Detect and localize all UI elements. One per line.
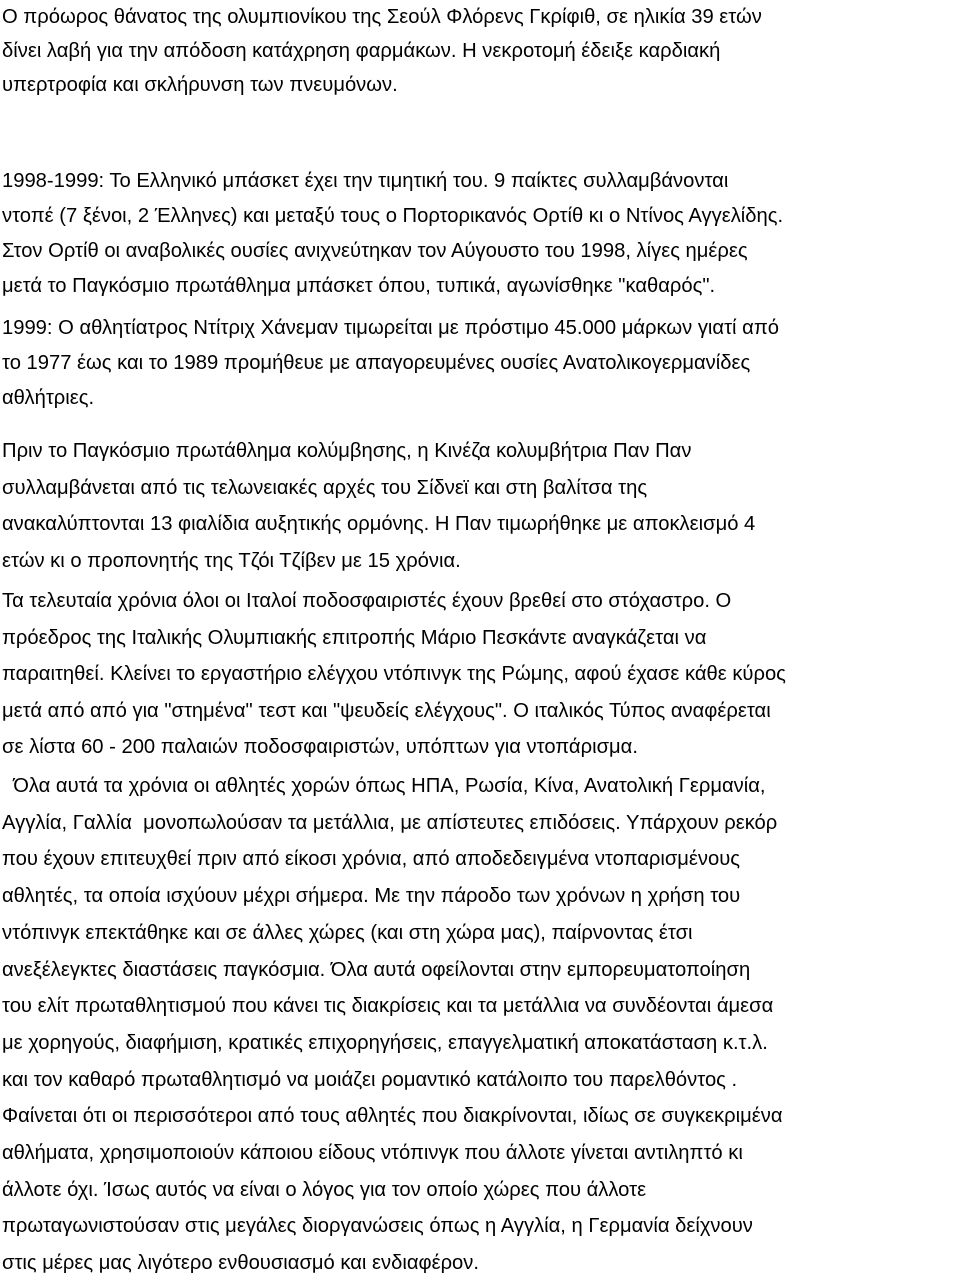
text-line: πρόεδρος της Ιταλικής Ολυμπιακής επιτροπής Μάριο Πεσκάντε αναγκάζεται να: [2, 626, 707, 649]
text-line: ετών κι ο προπονητής της Τζόι Τζίβεν με 15 χρόνια.: [2, 550, 461, 573]
text-line: με χορηγούς, διαφήμιση, κρατικές επιχορηγήσεις, επαγγελματική αποκατάσταση κ.τ.λ.: [2, 1031, 768, 1054]
text-line: αθλήματα, χρησιμοποιούν κάποιου είδους ντόπινγκ που άλλοτε γίνεται αντιληπτό κι: [2, 1142, 743, 1165]
text-line: άλλοτε όχι. Ίσως αυτός να είναι ο λόγος για τον οποίο χώρες που άλλοτε: [2, 1178, 647, 1201]
paragraph-italian-football: [2, 583, 958, 766]
text-line: Φαίνεται ότι οι περισσότεροι από τους αθλητές που διακρίνονται, ιδίως σε συγκεκριμένα: [2, 1105, 783, 1128]
text-line: ντοπέ (7 ξένοι, 2 Έλληνες) και μεταξύ τους ο Πορτορικανός Ορτίθ κι ο Ντίνος Αγγελίδης.: [2, 205, 784, 227]
text-line: Όλα αυτά τα χρόνια οι αθλητές χορών όπως ΗΠΑ, Ρωσία, Κίνα, Ανατολική Γερμανία,: [2, 775, 766, 797]
text-line: στις μέρες μας λιγότερο ενθουσιασμό και ενδιαφέρον.: [2, 1252, 479, 1275]
paragraph-pan-pan: [2, 433, 958, 580]
text-line: ντόπινγκ επεκτάθηκε και σε άλλες χώρες (και στη χώρα μας), παίρνοντας έτσι: [2, 921, 693, 944]
text-line: Ο πρόωρος θάνατος της ολυμπιονίκου της Σεούλ Φλόρενς Γκρίφιθ, σε ηλικία 39 ετών: [2, 6, 762, 28]
text-line: ανακαλύπτονται 13 φιαλίδια αυξητικής ορμόνης. Η Παν τιμωρήθηκε με αποκλεισμό 4: [2, 513, 756, 536]
text-line: Πριν το Παγκόσμιο πρωτάθλημα κολύμβησης, η Κινέζα κολυμβήτρια Παν Παν: [2, 440, 692, 462]
paragraph-greek-basketball: [2, 164, 958, 304]
text-line: αθλήτριες.: [2, 387, 95, 409]
text-line: μετά το Παγκόσμιο πρωτάθλημα μπάσκετ όπου, τυπικά, αγωνίσθηκε "καθαρός".: [2, 275, 716, 297]
text-line: ανεξέλεγκτες διαστάσεις παγκόσμια. Όλα αυτά οφείλονται στην εμπορευματοποίηση: [2, 958, 751, 981]
text-line: παραιτηθεί. Κλείνει το εργαστήριο ελέγχου ντόπινγκ της Ρώμης, αφού έχασε κάθε κύρος: [2, 663, 786, 685]
text-line: 1999: Ο αθλητίατρος Ντίτριχ Χάνεμαν τιμωρείται με πρόστιμο 45.000 μάρκων γιατί από: [2, 317, 779, 339]
text-line: δίνει λαβή για την απόδοση κατάχρηση φαρμάκων. Η νεκροτομή έδειξε καρδιακή: [2, 40, 721, 62]
text-line: πρωταγωνιστούσαν στις μεγάλες διοργανώσεις όπως η Αγγλία, η Γερμανία δείχνουν: [2, 1215, 753, 1238]
text-line: το 1977 έως και το 1989 προμήθευε με απαγορευμένες ουσίες Ανατολικογερμανίδες: [2, 352, 751, 374]
text-line: υπερτροφία και σκλήρυνση των πνευμόνων.: [2, 74, 398, 96]
text-line: Αγγλία, Γαλλία μονοπωλούσαν τα μετάλλια, με απίστευτες επιδόσεις. Υπάρχουν ρεκόρ: [2, 811, 778, 834]
text-line: Τα τελευταία χρόνια όλοι οι Ιταλοί ποδοσφαιριστές έχουν βρεθεί στο στόχαστρο. Ο: [2, 590, 732, 612]
text-line: 1998-1999: Το Ελληνικό μπάσκετ έχει την τιμητική του. 9 παίκτες συλλαμβάνονται: [2, 170, 729, 192]
text-line: του ελίτ πρωταθλητισμού που κάνει τις διακρίσεις και τα μετάλλια να συνδέονται άμεσα: [2, 995, 774, 1018]
paragraph-griffith: [2, 0, 958, 102]
text-line: συλλαμβάνεται από τις τελωνειακές αρχές του Σίδνεϊ και στη βαλίτσα της: [2, 476, 648, 499]
text-line: και τον καθαρό πρωταθλητισμό να μοιάζει ρομαντικό κατάλοιπο του παρελθόντος .: [2, 1068, 738, 1091]
text-line: αθλητές, τα οποία ισχύουν μέχρι σήμερα. Με την πάροδο των χρόνων η χρήση του: [2, 885, 741, 908]
text-line: που έχουν επιτευχθεί πριν από είκοσι χρόνια, από αποδεδειγμένα ντοπαρισμένους: [2, 848, 741, 871]
text-line: Στον Ορτίθ οι αναβολικές ουσίες ανιχνεύτηκαν τον Αύγουστο του 1998, λίγες ημέρες: [2, 240, 748, 262]
paragraph-conclusion: [2, 768, 958, 1282]
paragraph-hanneman: [2, 311, 958, 416]
text-line: σε λίστα 60 - 200 παλαιών ποδοσφαιριστών, υπόπτων για ντοπάρισμα.: [2, 736, 638, 758]
text-line: μετά από από για "στημένα" τεστ και "ψευδείς ελέγχους". Ο ιταλικός Τύπος αναφέρεται: [2, 699, 771, 722]
